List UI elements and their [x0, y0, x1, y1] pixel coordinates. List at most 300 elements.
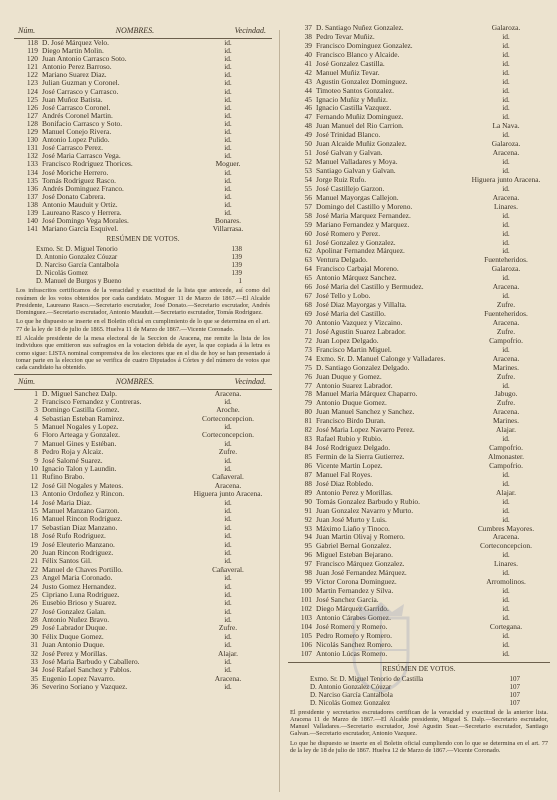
voter-town: id.	[502, 596, 510, 604]
item-number: 2	[34, 396, 38, 406]
list-item	[14, 524, 272, 532]
list-item	[14, 55, 272, 63]
voter-town: id.	[224, 168, 232, 177]
item-number: 127	[26, 110, 38, 120]
vote-row	[288, 683, 550, 691]
voter-name: José Rafael Sanchez y Pablos.	[42, 666, 132, 675]
list-item	[14, 225, 272, 233]
item-number: 57	[304, 201, 312, 211]
voter-town: id.	[224, 599, 232, 608]
list-item	[288, 96, 550, 105]
list-item	[288, 33, 550, 42]
voter-name: Vicente Martin Lopez.	[316, 461, 383, 470]
voter-town: id.	[502, 238, 510, 247]
voter-town: id.	[502, 435, 510, 444]
voter-name: Severino Soriano y Vazquez.	[42, 683, 128, 692]
list-item	[288, 578, 550, 587]
voter-name: Antonio Vazquez y Vizcaino.	[316, 318, 403, 327]
item-number: 33	[30, 657, 38, 667]
voter-town: Alajar.	[496, 426, 516, 435]
header-place: Vecindad.	[234, 26, 266, 35]
voter-town: Galaroza.	[491, 140, 521, 149]
voter-town: Higuera junto Aracena.	[471, 175, 541, 184]
voter-name: José Diaz Robledo.	[316, 479, 374, 488]
list-item	[288, 408, 550, 417]
voter-town: id.	[502, 274, 510, 283]
voter-name: Juan José Fernandez Márquez.	[316, 569, 407, 578]
voter-town: Corteconcepcion.	[480, 542, 532, 551]
list-item	[14, 177, 272, 185]
voter-name: Antonio Nuñez Bravo.	[42, 616, 110, 625]
vote-count: 1	[238, 277, 242, 286]
list-item	[288, 113, 550, 122]
voter-name: José Donato Cabrera.	[42, 192, 106, 201]
voter-town: id.	[502, 587, 510, 596]
voter-town: id.	[502, 104, 510, 113]
voter-town: Campofrio.	[489, 336, 523, 345]
voter-name: Máximo Liaño y Tinoco.	[316, 524, 390, 533]
voter-town: Corteconcepcion.	[202, 431, 254, 440]
list-item	[14, 574, 272, 582]
item-number: 34	[30, 665, 38, 675]
list-item	[288, 230, 550, 239]
list-item	[14, 473, 272, 481]
item-number: 22	[30, 564, 38, 574]
item-number: 59	[304, 219, 312, 229]
item-number: 130	[26, 135, 38, 145]
item-number: 20	[30, 547, 38, 557]
item-number: 90	[304, 496, 312, 506]
list-item	[14, 608, 272, 616]
voter-name: José Eleuterio Manzano.	[42, 540, 115, 549]
item-number: 16	[30, 514, 38, 524]
item-number: 13	[30, 489, 38, 499]
voter-town: id.	[224, 540, 232, 549]
item-number: 137	[26, 191, 38, 201]
voter-name: José Sanchez García.	[316, 596, 379, 604]
voter-name: Manuel de Chaves Portillo.	[42, 565, 123, 574]
list-item	[14, 88, 272, 96]
vote-summary	[14, 245, 272, 285]
item-number: 138	[26, 199, 38, 209]
voter-town: Galaroza.	[491, 265, 521, 274]
publication-note-2: Lo que he dispuesto se inserte en el Boletin oficial cumpliendo con lo que se determina en el art. 77 de la ley de 18 de julio de 1867. Huelva 12 de Marzo de 1867.—Vicente Coronado.	[290, 739, 548, 755]
voter-town: id.	[224, 548, 232, 557]
list-item	[288, 78, 550, 87]
voter-name: Apolinar Fernandez Márquez.	[316, 247, 405, 256]
item-number: 43	[304, 76, 312, 86]
voter-town: id.	[224, 515, 232, 524]
voter-name: Fernando Muñiz Dominguez.	[316, 113, 404, 122]
list-item	[288, 364, 550, 373]
list-item	[14, 104, 272, 112]
voter-town: Cortegana.	[489, 622, 523, 631]
list-item	[288, 587, 550, 596]
vote-count: 138	[231, 245, 242, 254]
voter-town: Aracena.	[214, 481, 242, 490]
voter-town: id.	[224, 103, 232, 112]
voter-name: Bonifacio Carrasco y Soto.	[42, 119, 123, 128]
candidate-name: D. Manuel de Burgos y Bueno	[36, 277, 122, 286]
header-name-2: NOMBRES.	[115, 376, 155, 386]
voter-name: Juan Manuel Sanchez y Sanchez.	[316, 408, 415, 417]
voter-name: Laureano Rasco y Herrera.	[42, 208, 122, 217]
voter-town: Fuenteheridos.	[484, 256, 528, 265]
list-item	[14, 482, 272, 490]
voter-town: Aracena.	[492, 318, 520, 327]
item-number: 133	[26, 159, 38, 169]
certification-text: Los infrascritos certificamos de la veracidad y exactitud de la lista que antecede, así como del resúmen de los votos obtenidos por cada candidato. Moguer 11 de Marzo de 1867.—El Alcalde Presidente, Laureano Rasco.—Secretario escrutador, José Donato.—Secretario escrutador, Andrés Dominguez.—Secretario escrutador, Antonio Mauduit.—Secretario escrutador, Tomás Rodriguez.	[16, 287, 270, 317]
voter-name: José Domingo Vega Morales.	[42, 217, 129, 226]
voter-name: Juan Alcaide Muñiz Gonzalez.	[316, 140, 407, 149]
voter-town: Linares.	[493, 560, 518, 569]
voter-name: Santiago Galvan y Galvan.	[316, 167, 396, 175]
voter-name: Juan José Murto y Luis.	[316, 515, 387, 524]
voter-name: Francisco Rodriguez Thorices.	[42, 160, 133, 169]
item-number: 42	[304, 67, 312, 77]
vote-summary-2	[288, 675, 550, 707]
item-number: 11	[30, 472, 38, 482]
item-number: 140	[26, 216, 38, 226]
list-item	[288, 525, 550, 534]
list-item	[14, 112, 272, 120]
item-number: 49	[304, 130, 312, 140]
voter-name: Julian Guzman y Coronel.	[42, 79, 120, 88]
voter-town: id.	[224, 683, 232, 692]
item-number: 9	[34, 455, 38, 465]
voter-town: Alajar.	[496, 488, 516, 497]
voter-name: Miguel Esteban Bejarano.	[316, 551, 393, 560]
list-item	[288, 596, 550, 605]
voter-town: Zufre.	[496, 372, 516, 381]
item-number: 47	[304, 112, 312, 122]
voter-town: id.	[502, 497, 510, 506]
voter-name: Manuel Fal Royes.	[316, 470, 373, 479]
voter-name: José Maria del Castillo y Bermudez.	[316, 283, 424, 292]
voter-town: id.	[502, 292, 510, 301]
column-divider	[279, 30, 280, 792]
voter-town: id.	[224, 658, 232, 667]
list-item	[288, 650, 550, 659]
voter-name: José Moriche Herrero.	[42, 168, 109, 177]
list-item	[288, 274, 550, 283]
item-number: 92	[304, 514, 312, 524]
voter-town: id.	[224, 208, 232, 217]
list-item	[288, 489, 550, 498]
item-number: 104	[300, 621, 312, 631]
voter-town: Bonares.	[214, 217, 242, 226]
vote-row	[14, 261, 272, 269]
voter-town: Cumbres Mayores.	[477, 524, 535, 533]
item-number: 35	[30, 673, 38, 683]
item-number: 6	[34, 430, 38, 440]
voter-name: Exmo. Sr. D. Manuel Calonge y Valladares.	[316, 354, 446, 363]
candidate-name: D. Nicolás Gomez	[36, 269, 88, 278]
voter-name: José Trinidad Blanco.	[316, 131, 381, 140]
voter-name: Manuel Maria Márquez Chaparro.	[316, 390, 418, 399]
voter-town: id.	[224, 506, 232, 515]
vote-row	[14, 277, 272, 285]
voter-town: Fuenteheridos.	[484, 310, 528, 318]
voter-name: Ignacio Muñiz y Muñiz.	[316, 95, 388, 104]
voter-name: Antonio Perez y Morillas.	[316, 488, 393, 497]
voter-name: José Castillejo Garzon.	[316, 184, 385, 193]
list-item	[288, 42, 550, 51]
header-num-2: Núm.	[18, 376, 36, 386]
voter-name: Agustin Gonzalez Dominguez.	[316, 77, 408, 86]
voter-name: Juan Muñoz Batista.	[42, 95, 103, 104]
list-item	[14, 675, 272, 683]
voter-town: id.	[224, 666, 232, 675]
voter-town: id.	[224, 63, 232, 72]
voter-town: id.	[224, 47, 232, 56]
vote-count: 139	[231, 269, 242, 278]
list-item	[288, 560, 550, 569]
candidate-name: D. Narciso García Cantalbola	[36, 261, 119, 270]
voter-name: Ignacio Castilla Vazquez.	[316, 104, 392, 113]
item-number: 8	[34, 447, 38, 457]
voter-town: Aracena.	[492, 193, 520, 202]
item-number: 102	[300, 603, 312, 613]
voter-name: Sebastian Diaz Manzano.	[42, 523, 118, 532]
list-item	[288, 569, 550, 578]
list-item	[288, 265, 550, 274]
list-item	[288, 319, 550, 328]
voter-name: José Agustin Suarez Labrador.	[316, 327, 406, 336]
list-item	[288, 310, 550, 319]
voter-name: José Maria Carrasco Vega.	[42, 152, 121, 161]
voter-town: Galaroza.	[491, 24, 521, 32]
voter-town: Cañaveral.	[212, 473, 244, 482]
list-item	[288, 516, 550, 525]
item-number: 38	[304, 31, 312, 41]
list-item	[14, 431, 272, 439]
voter-town: id.	[224, 523, 232, 532]
voter-name: José Gonzalez y Gonzalez.	[316, 238, 396, 247]
voter-name: Víctor Corona Dominguez.	[316, 578, 397, 587]
item-number: 66	[304, 282, 312, 292]
list-item	[14, 398, 272, 406]
list-item	[288, 87, 550, 96]
list-item	[14, 448, 272, 456]
voter-town: Linares.	[493, 202, 518, 211]
list-item	[288, 632, 550, 641]
item-number: 96	[304, 550, 312, 560]
item-number: 70	[304, 317, 312, 327]
item-number: 82	[304, 425, 312, 435]
item-number: 4	[34, 413, 38, 423]
item-number: 27	[30, 606, 38, 616]
header-num: Núm.	[18, 26, 36, 35]
voter-name: Mariano Suarez Diaz.	[42, 71, 107, 80]
item-number: 52	[304, 157, 312, 167]
voter-name: D. Santiago Nuñez Gonzalez.	[316, 24, 404, 32]
voter-list-aracena-cont	[288, 24, 550, 659]
voter-town: id.	[224, 532, 232, 541]
item-number: 19	[30, 539, 38, 549]
list-item	[288, 542, 550, 551]
list-item	[14, 423, 272, 431]
list-item	[288, 149, 550, 158]
list-item	[14, 507, 272, 515]
item-number: 7	[34, 438, 38, 448]
voter-town: id.	[502, 345, 510, 354]
voter-name: Manuel Gines y Estéban.	[42, 439, 117, 448]
vote-count: 107	[509, 674, 520, 683]
voter-town: Alajar.	[218, 649, 238, 658]
item-number: 95	[304, 541, 312, 551]
list-item	[14, 465, 272, 473]
voter-name: Martin Fernandez y Silva.	[316, 587, 394, 596]
item-number: 58	[304, 210, 312, 220]
list-item	[288, 417, 550, 426]
voter-name: Eusebio Brioso y Suarez.	[42, 599, 117, 608]
voter-town: Zufre.	[218, 448, 238, 457]
voter-town: Almonaster.	[488, 453, 524, 461]
voter-name: Antonio Ordoñez y Rincon.	[42, 490, 125, 499]
item-number: 15	[30, 505, 38, 515]
voter-town: id.	[502, 184, 510, 193]
item-number: 84	[304, 443, 312, 453]
voter-town: id.	[502, 77, 510, 86]
voter-name: Jorge Ruiz Rufo.	[316, 175, 367, 184]
voter-town: Cañaveral.	[212, 565, 244, 574]
item-number: 37	[304, 23, 312, 32]
voter-name: Antonio Mauduit y Ortiz.	[42, 200, 118, 209]
list-item	[288, 292, 550, 301]
voter-town: id.	[224, 607, 232, 616]
list-item	[14, 599, 272, 607]
item-number: 29	[30, 623, 38, 633]
voter-town: Jabugo.	[494, 390, 518, 399]
item-number: 44	[304, 85, 312, 95]
summary-rule	[288, 662, 550, 663]
item-number: 122	[26, 70, 38, 80]
voter-name: Antonio Duque Gomez.	[316, 399, 387, 408]
list-item	[14, 79, 272, 87]
list-item	[14, 96, 272, 104]
list-item	[14, 63, 272, 71]
list-item	[288, 256, 550, 265]
voter-town: id.	[224, 55, 232, 64]
voter-name: Justo Gomez Hernandez.	[42, 582, 117, 591]
voter-town: id.	[224, 574, 232, 583]
list-item	[288, 346, 550, 355]
voter-name: Rufino Brabo.	[42, 473, 85, 482]
voter-town: id.	[224, 641, 232, 650]
voter-town: id.	[502, 649, 510, 658]
list-item	[288, 471, 550, 480]
voter-name: Nicolás Sanchez Romero.	[316, 640, 393, 649]
voter-name: José Romero y Perez.	[316, 229, 381, 238]
candidate-name: Exmo. Sr. D. Miguel Tenorio	[36, 245, 118, 254]
item-number: 79	[304, 398, 312, 408]
voter-town: id.	[224, 192, 232, 201]
item-number: 91	[304, 505, 312, 515]
list-item	[288, 221, 550, 230]
voter-town: Aracena.	[492, 149, 520, 158]
vote-row	[288, 699, 550, 707]
item-number: 107	[300, 648, 312, 658]
voter-town: id.	[224, 71, 232, 80]
item-number: 100	[300, 586, 312, 596]
voter-name: Juan Duque y Gomez.	[316, 372, 382, 381]
list-item	[288, 176, 550, 185]
voter-town: Zufre.	[496, 399, 516, 408]
voter-name: Pedro Tevar Muñiz.	[316, 32, 375, 41]
voter-name: Floro Arteaga y Gonzalez.	[42, 431, 120, 440]
item-number: 99	[304, 577, 312, 587]
list-item	[14, 658, 272, 666]
item-number: 81	[304, 416, 312, 426]
list-item	[288, 507, 550, 516]
candidate-name: D. Antonio Gonzalez Cóuzar	[36, 253, 118, 262]
list-item	[288, 301, 550, 310]
item-number: 51	[304, 148, 312, 158]
item-number: 93	[304, 523, 312, 533]
voter-name: D. José Márquez Velo.	[42, 39, 109, 47]
list-item	[288, 444, 550, 453]
table-header-2	[14, 375, 272, 389]
voter-name: José Maria Barbudo y Caballero.	[42, 658, 140, 667]
list-item	[288, 60, 550, 69]
list-item	[14, 120, 272, 128]
voter-name: Eugenio Lopez Navarro.	[42, 674, 115, 683]
item-number: 10	[30, 464, 38, 474]
item-number: 75	[304, 362, 312, 372]
voter-name: José Maria Marquez Fernandez.	[316, 211, 411, 220]
list-item	[14, 209, 272, 217]
list-item	[14, 71, 272, 79]
voter-town: Villarrasa.	[212, 225, 244, 234]
item-number: 89	[304, 487, 312, 497]
voter-name: Pedro Roja y Alcaiz.	[42, 448, 104, 457]
list-item	[288, 382, 550, 391]
item-number: 129	[26, 127, 38, 137]
item-number: 123	[26, 78, 38, 88]
voter-town: id.	[502, 59, 510, 68]
voter-town: id.	[224, 184, 232, 193]
item-number: 88	[304, 478, 312, 488]
voter-town: id.	[224, 557, 232, 566]
voter-name: Manuel Muñiz Tevar.	[316, 68, 380, 77]
list-item	[288, 605, 550, 614]
list-item	[14, 390, 272, 398]
item-number: 76	[304, 371, 312, 381]
voter-name: Ventura Delgado.	[316, 256, 368, 265]
voter-town: id.	[502, 86, 510, 95]
list-item	[288, 203, 550, 212]
item-number: 71	[304, 326, 312, 336]
voter-town: id.	[502, 32, 510, 41]
voter-town: id.	[224, 95, 232, 104]
list-item	[14, 144, 272, 152]
item-number: 63	[304, 255, 312, 265]
voter-town: Aracena.	[214, 674, 242, 683]
list-item	[14, 415, 272, 423]
vote-row	[14, 245, 272, 253]
voter-town: id.	[502, 95, 510, 104]
voter-name: José Rufo Rodriguez.	[42, 532, 106, 541]
item-number: 124	[26, 86, 38, 96]
candidate-name: D. Nicolás Gomez Gonzalez	[310, 698, 391, 707]
item-number: 39	[304, 40, 312, 50]
item-number: 80	[304, 407, 312, 417]
list-item	[14, 583, 272, 591]
item-number: 139	[26, 207, 38, 217]
publication-note: Lo que he dispuesto se inserte en el Boletin oficial en cumplimiento de lo que se determina en el art. 77 de la ley de 18 de julio de 1865. Huelva 11 de Marzo de 1867.—Vicente Coronado.	[16, 318, 270, 333]
item-number: 3	[34, 405, 38, 415]
